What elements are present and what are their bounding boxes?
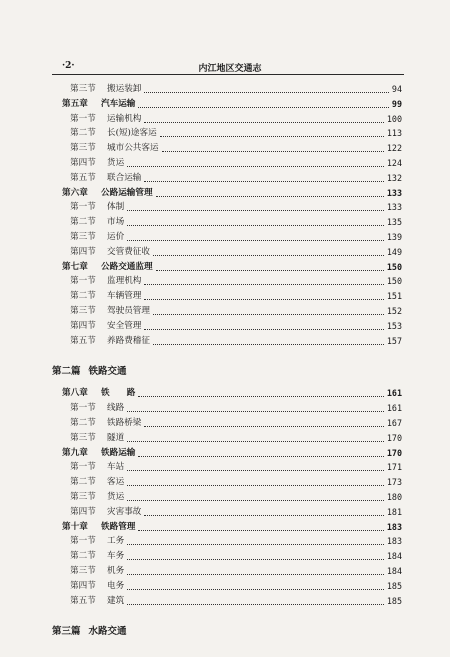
toc-leader-dots <box>144 425 383 427</box>
toc-entry-title: 车站 <box>107 462 125 473</box>
toc-leader-dots <box>144 121 383 123</box>
toc-entry-label: 第五节 <box>70 335 96 346</box>
toc-entry-page: 150 <box>386 261 402 272</box>
toc-part-heading <box>52 623 127 637</box>
toc-entry-title: 联合运输 <box>107 172 142 183</box>
toc-leader-dots <box>138 455 383 457</box>
toc-entry-title: 安全管理 <box>107 320 142 331</box>
toc-entry-title: 隧道 <box>107 432 125 443</box>
toc-leader-dots <box>127 165 384 167</box>
toc-section-row[interactable] <box>70 506 402 519</box>
toc-entry-label: 第四节 <box>70 320 96 331</box>
toc-entry-page: 185 <box>386 595 402 606</box>
toc-entry-label: 第五节 <box>70 595 96 606</box>
toc-entry-label: 第六章 <box>62 187 88 198</box>
toc-entry-title: 养路费稽征 <box>107 335 150 346</box>
toc-entry-page: 181 <box>386 506 402 517</box>
toc-entry-page: 184 <box>386 566 402 576</box>
toc-entry-label: 第四节 <box>70 158 96 168</box>
toc-leader-dots <box>127 588 384 590</box>
toc-entry-title: 运输机构 <box>107 113 142 124</box>
toc-entry-page: 133 <box>386 187 402 198</box>
toc-entry-page: 167 <box>386 418 402 428</box>
toc-entry-page: 139 <box>386 232 402 242</box>
toc-leader-dots <box>127 469 384 471</box>
toc-chapter-row[interactable] <box>62 387 402 400</box>
toc-section-row[interactable] <box>70 580 402 593</box>
toc-entry-label: 第三节 <box>70 566 96 576</box>
toc-entry-title: 货运 <box>107 158 125 168</box>
toc-entry-label: 第八章 <box>62 388 88 399</box>
toc-leader-dots <box>127 440 384 442</box>
toc-entry-page: 100 <box>386 113 402 124</box>
toc-entry-page: 99 <box>391 98 402 109</box>
toc-section-row[interactable] <box>70 402 402 415</box>
toc-leader-dots <box>144 91 389 93</box>
toc-chapter-row[interactable] <box>62 261 402 274</box>
toc-entry-title: 公路交通监理 <box>101 261 153 272</box>
toc-entry-page: 132 <box>386 172 402 183</box>
toc-entry-label: 第一节 <box>70 403 96 414</box>
toc-entry-label: 第一节 <box>70 202 96 213</box>
toc-entry-label: 第三节 <box>70 306 96 316</box>
toc-entry-label: 第三节 <box>70 232 96 242</box>
toc-entry-page: 124 <box>386 158 402 168</box>
toc-leader-dots <box>127 484 384 486</box>
toc-section-row[interactable] <box>70 595 402 608</box>
toc-entry-page: 135 <box>386 217 402 228</box>
page-header <box>52 60 408 74</box>
toc-leader-dots <box>153 254 384 256</box>
toc-entry-title: 公路运输管理 <box>101 187 153 198</box>
toc-entry-title: 车务 <box>107 551 125 562</box>
toc-part-label: 第二篇 <box>52 366 81 378</box>
toc-section-row[interactable] <box>70 476 402 489</box>
toc-leader-dots <box>127 573 384 575</box>
toc-leader-dots <box>144 180 383 182</box>
toc-entry-page: 153 <box>386 320 402 331</box>
toc-entry-page: 133 <box>386 202 402 213</box>
toc-section-row[interactable] <box>70 491 402 504</box>
toc-section-row[interactable] <box>70 290 402 303</box>
toc-entry-title: 货运 <box>107 492 125 502</box>
toc-entry-page: 180 <box>386 492 402 502</box>
toc-entry-title: 机务 <box>107 566 125 576</box>
toc-entry-page: 161 <box>386 403 402 414</box>
toc-entry-title: 市场 <box>107 217 125 228</box>
toc-leader-dots <box>156 269 384 271</box>
toc-entry-page: 113 <box>386 128 402 139</box>
toc-section-row[interactable] <box>70 201 402 214</box>
toc-leader-dots <box>127 499 384 501</box>
toc-entry-title: 建筑 <box>107 595 125 606</box>
toc-section-row[interactable] <box>70 565 402 578</box>
toc-entry-label: 第三节 <box>70 143 96 154</box>
toc-entry-page: 183 <box>386 521 402 532</box>
toc-section-row[interactable] <box>70 305 402 318</box>
toc-entry-page: 157 <box>386 335 402 346</box>
toc-section-row[interactable] <box>70 142 402 155</box>
toc-leader-dots <box>127 603 384 605</box>
toc-entry-label: 第二节 <box>70 551 96 562</box>
toc-leader-dots <box>127 543 384 545</box>
toc-entry-label: 第三节 <box>70 84 96 94</box>
toc-entry-title: 线路 <box>107 403 125 414</box>
toc-entry-label: 第二节 <box>70 418 96 428</box>
toc-entry-title: 电务 <box>107 580 125 591</box>
toc-entry-title: 灾害事故 <box>107 506 142 517</box>
toc-entry-title: 交管费征收 <box>107 246 150 257</box>
toc-leader-dots <box>127 239 384 241</box>
toc-entry-title: 工务 <box>107 536 125 547</box>
toc-entry-label: 第五章 <box>62 98 88 109</box>
toc-leader-dots <box>153 313 384 315</box>
toc-entry-page: 171 <box>386 462 402 473</box>
toc-section-row[interactable] <box>70 172 402 185</box>
toc-entry-label: 第二节 <box>70 217 96 228</box>
toc-entry-title: 车辆管理 <box>107 291 142 302</box>
toc-entry-page: 185 <box>386 580 402 591</box>
toc-entry-page: 149 <box>386 246 402 257</box>
toc-entry-label: 第一节 <box>70 462 96 473</box>
toc-leader-dots <box>138 395 383 397</box>
toc-section-row[interactable] <box>70 432 402 445</box>
toc-entry-label: 第四节 <box>70 246 96 257</box>
toc-section-row[interactable] <box>70 275 402 288</box>
toc-entry-title: 铁路运输 <box>101 447 136 458</box>
toc-entry-title: 铁路管理 <box>101 521 136 532</box>
toc-entry-label: 第四节 <box>70 580 96 591</box>
toc-entry-title: 铁 路 <box>101 388 136 399</box>
toc-leader-dots <box>144 298 383 300</box>
toc-entry-title: 体制 <box>107 202 125 213</box>
toc-part-heading <box>52 363 127 377</box>
toc-part-title: 铁路交通 <box>88 366 127 378</box>
toc-chapter-row[interactable] <box>62 98 402 111</box>
toc-leader-dots <box>127 209 384 211</box>
toc-leader-dots <box>144 328 383 330</box>
toc-section-row[interactable] <box>70 461 402 474</box>
toc-leader-dots <box>162 150 384 152</box>
header-rule <box>52 74 404 75</box>
toc-entry-label: 第十章 <box>62 521 88 532</box>
toc-section-row[interactable] <box>70 417 402 430</box>
toc-section-row[interactable] <box>70 535 402 548</box>
toc-entry-title: 搬运装卸 <box>107 84 142 94</box>
toc-leader-dots <box>127 558 384 560</box>
toc-entry-title: 客运 <box>107 477 125 488</box>
toc-entry-title: 汽车运输 <box>101 98 136 109</box>
toc-leader-dots <box>127 224 384 226</box>
toc-entry-title: 铁路桥梁 <box>107 418 142 428</box>
toc-entry-page: 183 <box>386 536 402 547</box>
toc-entry-label: 第二节 <box>70 477 96 488</box>
toc-section-row[interactable] <box>70 320 402 333</box>
toc-entry-page: 151 <box>386 291 402 302</box>
toc-entry-title: 城市公共客运 <box>107 143 159 154</box>
toc-entry-label: 第三节 <box>70 432 96 443</box>
toc-section-row[interactable] <box>70 157 402 170</box>
toc-section-row[interactable] <box>70 127 402 140</box>
toc-entry-page: 170 <box>386 447 402 458</box>
toc-section-row[interactable] <box>70 335 402 348</box>
toc-entry-page: 184 <box>386 551 402 562</box>
toc-entry-page: 94 <box>391 84 402 94</box>
toc-entry-page: 152 <box>386 306 402 316</box>
toc-section-row[interactable] <box>70 246 402 259</box>
toc-chapter-row[interactable] <box>62 447 402 460</box>
toc-leader-dots <box>127 410 384 412</box>
toc-leader-dots <box>144 283 383 285</box>
toc-section-row[interactable] <box>70 231 402 244</box>
toc-entry-page: 173 <box>386 477 402 488</box>
toc-leader-dots <box>160 135 384 137</box>
toc-part-title: 水路交通 <box>88 626 127 638</box>
toc-section-row[interactable] <box>70 550 402 563</box>
toc-leader-dots <box>144 514 383 516</box>
toc-part-label: 第三篇 <box>52 626 81 638</box>
toc-entry-label: 第一节 <box>70 536 96 547</box>
toc-chapter-row[interactable] <box>62 187 402 200</box>
toc-entry-label: 第一节 <box>70 276 96 287</box>
toc-entry-label: 第四节 <box>70 506 96 517</box>
toc-entry-page: 122 <box>386 143 402 154</box>
toc-entry-title: 监理机构 <box>107 276 142 287</box>
toc-entry-page: 170 <box>386 432 402 443</box>
toc-leader-dots <box>138 106 389 108</box>
toc-section-row[interactable] <box>70 113 402 126</box>
toc-entry-label: 第一节 <box>70 113 96 124</box>
toc-entry-title: 运价 <box>107 232 125 242</box>
toc-entry-title: 驾驶员管理 <box>107 306 150 316</box>
toc-entry-label: 第七章 <box>62 261 88 272</box>
toc-chapter-row[interactable] <box>62 521 402 534</box>
toc-section-row[interactable] <box>70 216 402 229</box>
toc-leader-dots <box>138 529 383 531</box>
page-number: ·2· <box>62 61 75 71</box>
book-title: 内江地区交通志 <box>198 64 262 74</box>
toc-entry-page: 150 <box>386 276 402 287</box>
toc-entry-page: 161 <box>386 388 402 399</box>
toc-leader-dots <box>156 195 384 197</box>
toc-section-row[interactable] <box>70 83 402 96</box>
toc-entry-label: 第九章 <box>62 447 88 458</box>
toc-entry-label: 第五节 <box>70 172 96 183</box>
toc-entry-label: 第三节 <box>70 492 96 502</box>
toc-entry-label: 第二节 <box>70 291 96 302</box>
toc-entry-label: 第二节 <box>70 128 96 139</box>
toc-leader-dots <box>153 343 384 345</box>
toc-entry-title: 长(短)途客运 <box>107 128 157 139</box>
